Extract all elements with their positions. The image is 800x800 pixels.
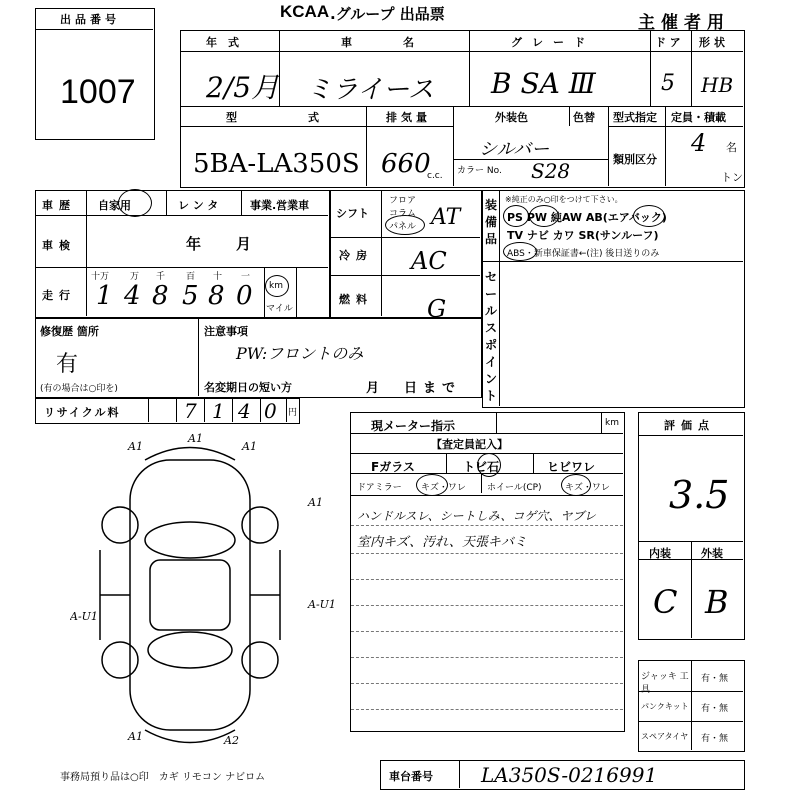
lot-number-value: 1007 [60,73,136,111]
history-label: 車歴 [42,199,76,212]
damage-mark: A1 [128,730,143,743]
shift-option-panel: パネル [389,222,417,232]
abs-circle [503,242,537,261]
history-business: 事業.営業車 [250,199,310,212]
grade-label: グレード [511,36,595,49]
color-no-label: カラー No. [457,166,502,176]
ac-label: 冷房 [339,249,373,262]
damage-mark: A1 [308,496,323,509]
vehicle-info-table [180,30,745,188]
mileage-digit: 5 [182,281,199,311]
deadline-label: 名変期日の短い方 [204,381,292,394]
place-label-1k: 千 [156,272,166,282]
wheel-rr [242,642,278,678]
mirror-label: ドアミラー [357,483,402,493]
lot-number-box [35,8,155,140]
interior-label: 内装 [649,547,671,560]
load-unit: トン [721,171,743,184]
mileage-digit: 8 [152,281,169,311]
exterior-color-label: 外装色 [495,111,528,124]
exterior-color-value: シルバー [479,139,550,160]
puncture-label: パンクキット [641,702,689,711]
history-private: 自家用 [98,199,131,212]
name-label: 車 名 [341,36,434,49]
damage-mark: A1 [188,432,203,445]
category-label: 類別区分 [613,153,657,166]
door-right [250,550,280,640]
mileage-unit-circle [265,275,289,297]
mileage-unit-km: km [269,281,283,291]
roof [150,560,230,630]
ps-circle [503,205,529,227]
damage-mark: A1 [128,440,143,453]
mileage-label: 走行 [42,289,76,302]
inspection-label: 車検 [42,239,76,252]
wheel-options: キズ・ワレ [565,483,610,493]
rear-bumper [145,730,235,743]
inspector-note-2: 室内キズ、汚れ、天張キバミ [357,535,527,550]
crack-label: ヒビワレ [547,460,596,474]
displacement-label: 排気量 [386,111,431,124]
shift-option-floor: フロア [389,196,417,206]
place-label-10k: 万 [130,272,140,282]
evaluation-score: 3.5 [669,473,730,517]
front-glass [145,522,235,558]
place-label-10: 十 [213,272,223,282]
recycle-digit: 4 [238,399,251,423]
front-bumper [145,448,235,461]
shape-value: HB [701,73,734,97]
door-label: ドア [655,36,685,49]
ab-circle [633,205,665,227]
place-label-100k: 十万 [91,272,110,282]
grade-value: B SA Ⅲ [491,67,596,100]
inspector-note-1: ハンドルスレ、シートしみ、コゲ穴、ヤブレ [357,509,596,523]
shift-option-column: コラム [389,209,416,219]
shape-label: 形状 [699,36,729,49]
sale-point-label: セールスポイント [484,270,497,403]
transmission-table [330,190,482,323]
equipment-row-1: PS PW 純AW AB(エアバック) [507,211,667,224]
equipment-side-label: 装備品 [484,198,497,246]
evaluation-table [638,412,745,640]
mileage-digit: 8 [208,281,225,311]
evaluation-label: 評価点 [664,419,715,432]
fuel-label: 燃料 [339,293,373,306]
spare-option: 有・無 [701,734,729,744]
tools-table [638,660,745,752]
history-private-circle [118,189,152,217]
office-note: 事務局預り品は○印 カギ リモコン ナビロム [60,772,266,783]
place-label-100: 百 [186,272,196,282]
inspector-header: 【査定員記入】 [431,438,508,451]
organizer-label: 主催者用 [638,13,730,33]
damage-mark: A2 [224,734,239,747]
capacity-unit: 名 [726,141,737,154]
chassis-value: LA350S-0216991 [481,763,658,787]
mirror-options: キズ・ワレ [421,483,466,493]
rear-glass [148,632,232,668]
repair-table [35,318,482,398]
mirror-scratch-circle [416,474,448,496]
type-designation-label: 型式指定 [613,111,657,124]
shift-value: AT [431,205,461,230]
puncture-option: 有・無 [701,704,729,714]
wheel-fr [242,507,278,543]
door-left [100,550,130,640]
shift-panel-circle [385,215,425,235]
damage-mark: A-U1 [70,610,98,623]
notes-label: 注意事項 [204,325,248,338]
chip-label: トビ石 [463,460,500,474]
mileage-digit: 1 [96,281,113,311]
jack-label: ジャッキ 工具 [641,672,689,695]
jack-option: 有・無 [701,674,729,684]
equipment-table [482,190,745,408]
recycle-table [35,398,300,424]
repair-value: 有 [56,352,79,377]
wheel-rl [102,642,138,678]
recycle-digit: 7 [184,399,197,423]
ac-value: AC [411,247,447,275]
recycle-unit: 円 [288,408,298,418]
glass-label: Fガラス [371,460,415,474]
notes-value: PW:フロントのみ [236,344,364,363]
wheel-scratch-circle [561,474,591,496]
history-table [35,190,330,318]
repaint-label: 色替 [573,111,595,124]
mileage-unit-mile: マイル [266,304,293,314]
place-label-1: 一 [241,272,251,282]
name-value: ミライース [306,75,434,105]
year-label: 年 式 [206,36,239,49]
car-body [130,460,250,730]
model-label: 型 式 [226,111,349,124]
cc-label: c.c. [427,171,443,181]
model-value: 5BA-LA350S [193,149,360,179]
displacement-value: 660 [381,149,431,179]
equipment-note: ※純正のみ○印をつけて下さい。 [505,195,623,204]
recycle-label: リサイクル料 [44,406,121,419]
exterior-label: 外装 [701,547,723,560]
capacity-label: 定員・積載 [671,111,726,124]
fuel-value: G [427,295,447,323]
history-rental: レンタ [178,199,223,212]
meter-label: 現メーター指示 [371,419,456,433]
year-value: 2/5月 [206,71,280,104]
wheel-fl [102,507,138,543]
door-value: 5 [661,71,675,96]
meter-unit: km [605,418,619,428]
spare-label: スペアタイヤ [641,732,689,741]
mileage-digit: 4 [124,281,141,311]
damage-mark: A1 [242,440,257,453]
page-title: .グループ 出品票 [330,5,445,23]
mileage-digit: 0 [236,281,253,311]
damage-mark: A-U1 [308,598,336,611]
shift-label: シフト [336,207,369,220]
lot-number-label: 出品番号 [60,13,120,26]
repair-label: 修復歴 箇所 [40,325,99,338]
logo: KCAA [280,2,330,21]
equipment-row-3: ABS・新車保証書←(注) 後日送りのみ [507,249,660,259]
repair-note: (有の場合は○印を) [40,384,118,394]
inspection-value: 年 月 [186,235,262,253]
capacity-value: 4 [691,129,707,157]
exterior-grade: B [705,583,729,621]
deadline-value: 月 日まで [366,381,462,396]
pw-circle [529,205,559,227]
wheel-label: ホイール(CP) [487,483,542,493]
equipment-row-2: TV ナビ カワ SR(サンルーフ) [507,229,659,242]
color-no-value: S28 [531,159,571,183]
recycle-digit: 0 [264,399,277,423]
chassis-label: 車台番号 [389,770,433,783]
inspector-table [350,412,625,732]
car-diagram [70,430,340,760]
chassis-table [380,760,745,790]
recycle-digit: 1 [212,399,225,423]
interior-grade: C [653,583,678,621]
